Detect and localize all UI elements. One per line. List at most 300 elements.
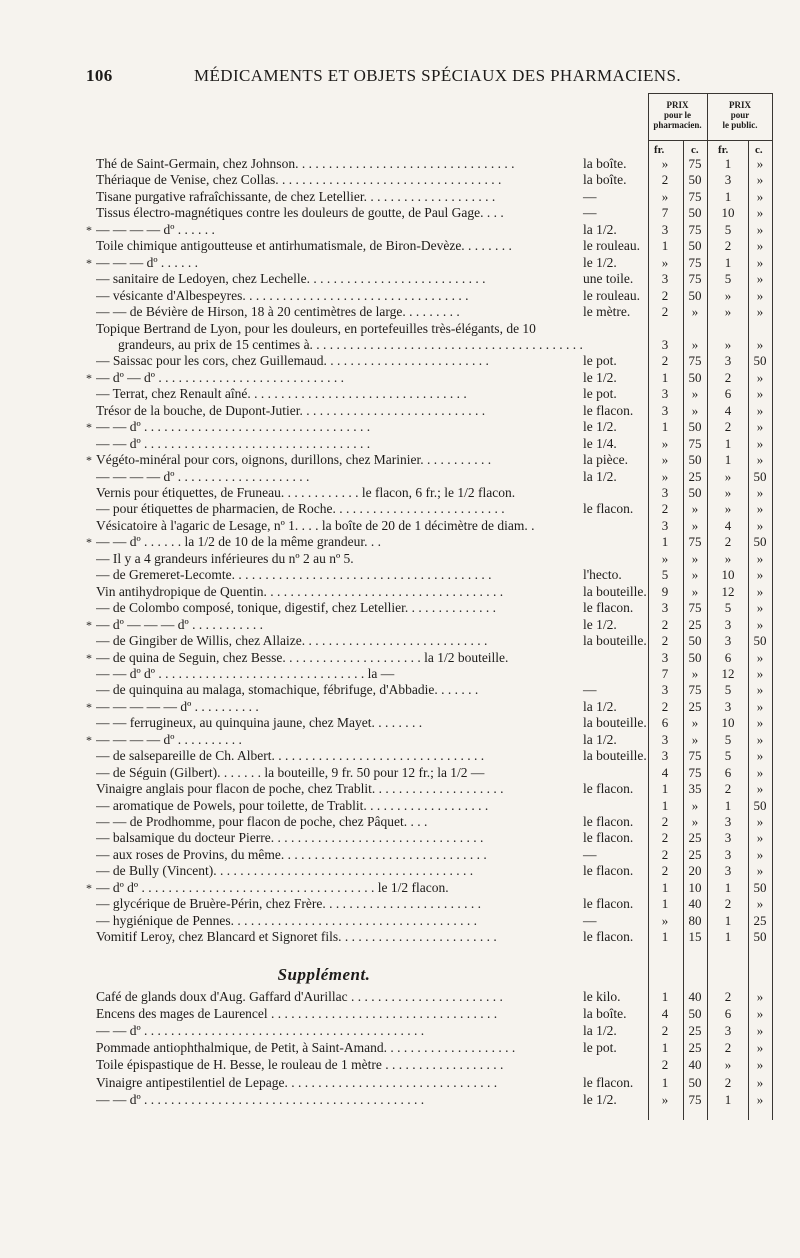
item-quantity: la boîte. (583, 156, 627, 171)
row-mark: * (86, 255, 92, 270)
item-description: — Terrat, chez Renault aîné. . . . . . . . . . . . . . . . . . . . . . . . . . . . . . . . . (96, 386, 467, 402)
price-pharmacien-francs: 2 (661, 353, 669, 369)
table-row (0, 1056, 800, 1074)
price-public-centimes: » (756, 501, 764, 517)
price-public-francs: 3 (724, 814, 732, 829)
item-description: — — — — dº . . . . . . . . . . . . . . . . . . . . (96, 468, 310, 484)
price-pharmacien-centimes: » (691, 386, 699, 402)
price-public-francs: 1 (724, 912, 732, 928)
table-row (0, 829, 800, 847)
price-public-centimes: » (756, 649, 764, 665)
price-pharmacien-centimes: 40 (688, 989, 702, 1004)
price-pharmacien-francs: 7 (661, 205, 669, 221)
price-pharmacien-francs: 1 (661, 879, 669, 895)
row-mark: * (86, 699, 92, 714)
price-public-centimes: 50 (753, 797, 767, 813)
price-pharmacien-centimes: 40 (688, 896, 702, 912)
price-pharmacien-centimes: 75 (688, 764, 702, 780)
price-public-francs: 5 (724, 600, 732, 616)
table-row (0, 435, 800, 453)
price-public-francs: 6 (724, 1006, 732, 1022)
price-pharmacien-centimes: 15 (688, 929, 702, 945)
table-row (0, 204, 800, 222)
item-description: — — dº . . . . . . . . . . . . . . . . . . . . . . . . . . . . . . . . . . (96, 435, 371, 451)
item-description: Topique Bertrand de Lyon, pour les douleurs, en portefeuilles très-élégants, de 10 (96, 320, 536, 336)
table-rule-top (648, 93, 772, 94)
price-pharmacien-francs: 5 (661, 567, 669, 583)
price-public-francs: 2 (724, 1074, 732, 1090)
price-public-centimes: » (756, 1006, 764, 1022)
table-row (0, 418, 800, 436)
item-description: Tissus électro-magnétiques contre les douleurs de goutte, de Paul Gage. . . . (96, 205, 504, 221)
price-public-centimes: » (756, 452, 764, 468)
table-row (0, 813, 800, 831)
price-public-francs: 1 (724, 254, 732, 270)
item-quantity: le flacon. (583, 501, 634, 517)
price-pharmacien-francs: 7 (661, 665, 669, 681)
price-public-centimes: 25 (753, 912, 767, 928)
table-row (0, 1039, 800, 1057)
price-public-francs: » (724, 304, 732, 320)
table-row (0, 599, 800, 617)
price-public-francs: 3 (724, 172, 732, 188)
price-pharmacien-francs: » (661, 188, 669, 204)
table-row (0, 237, 800, 255)
price-public-francs: » (724, 501, 732, 517)
price-pharmacien-centimes: 35 (688, 781, 702, 797)
item-quantity: la bouteille. (583, 715, 647, 731)
price-pharmacien-centimes: » (691, 797, 699, 813)
price-public-francs: 4 (724, 402, 732, 418)
price-public-centimes: » (756, 814, 764, 829)
price-pharmacien-francs: 2 (661, 846, 669, 862)
item-quantity: le flacon. (583, 830, 634, 846)
column-header-pharmacien: PRIX pour le pharmacien. (653, 100, 702, 130)
price-pharmacien-centimes: » (691, 715, 699, 731)
table-row (0, 731, 800, 749)
item-description: — — dº . . . . . . . . . . . . . . . . . . . . . . . . . . . . . . . . . . (96, 419, 371, 435)
price-public-francs: 3 (724, 1023, 732, 1039)
price-public-francs: 3 (724, 830, 732, 846)
item-quantity: la bouteille. (583, 633, 647, 649)
price-public-centimes: » (756, 336, 764, 352)
price-pharmacien-francs: 3 (661, 336, 669, 352)
price-public-francs: » (724, 336, 732, 352)
row-mark: * (86, 453, 92, 468)
price-pharmacien-centimes: 50 (688, 205, 702, 221)
price-public-centimes: » (756, 172, 764, 188)
row-mark: * (86, 222, 92, 237)
table-row (0, 747, 800, 765)
table-row (0, 862, 800, 880)
item-description: — de Bully (Vincent). . . . . . . . . . . . . . . . . . . . . . . . . . . . . . . . . . . . . . . (96, 863, 474, 879)
table-row (0, 616, 800, 634)
price-pharmacien-centimes: 25 (688, 830, 702, 846)
price-pharmacien-francs: 3 (661, 600, 669, 616)
item-description: — de salsepareille de Ch. Albert. . . . . . . . . . . . . . . . . . . . . . . . . . . . . . . . (96, 748, 485, 764)
table-row (0, 484, 800, 502)
price-public-francs: 12 (721, 665, 735, 681)
table-row (0, 665, 800, 683)
price-public-centimes: » (756, 238, 764, 254)
price-public-francs: 1 (724, 879, 732, 895)
price-pharmacien-centimes: » (691, 550, 699, 566)
price-pharmacien-centimes: 50 (688, 633, 702, 649)
price-public-centimes: » (756, 896, 764, 912)
price-pharmacien-francs: 1 (661, 238, 669, 254)
item-quantity: une toile. (583, 271, 634, 287)
item-quantity: le flacon. (583, 814, 634, 829)
item-description: — — dº . . . . . . la 1/2 de 10 de la même grandeur. . . (96, 534, 381, 550)
price-public-francs: 1 (724, 156, 732, 171)
item-description: — dº dº . . . . . . . . . . . . . . . . . . . . . . . . . . . . . . . . . . . le 1/2 flacon. (96, 879, 449, 895)
price-pharmacien-francs: 4 (661, 764, 669, 780)
price-public-centimes: » (756, 731, 764, 747)
price-public-centimes: » (756, 1074, 764, 1090)
price-pharmacien-francs: 2 (661, 830, 669, 846)
item-description: Thé de Saint-Germain, chez Johnson. . . . . . . . . . . . . . . . . . . . . . . . . . . . . . . . . (96, 156, 515, 171)
table-row (0, 895, 800, 913)
price-pharmacien-francs: » (661, 254, 669, 270)
row-mark: * (86, 370, 92, 385)
price-pharmacien-centimes: » (691, 814, 699, 829)
price-public-francs: 2 (724, 534, 732, 550)
price-pharmacien-centimes: » (691, 304, 699, 320)
price-public-centimes: 50 (753, 929, 767, 945)
price-public-centimes: » (756, 205, 764, 221)
price-pharmacien-francs: 3 (661, 682, 669, 698)
price-pharmacien-francs: 1 (661, 989, 669, 1004)
item-quantity: le flacon. (583, 781, 634, 797)
item-quantity: le kilo. (583, 989, 621, 1004)
table-row (0, 254, 800, 272)
price-public-francs: » (724, 468, 732, 484)
price-public-centimes: » (756, 254, 764, 270)
item-quantity: le 1/2. (583, 369, 617, 385)
table-rule-header (648, 140, 772, 141)
price-pharmacien-francs: 9 (661, 583, 669, 599)
price-pharmacien-centimes: 40 (688, 1057, 702, 1073)
price-public-centimes: » (756, 1040, 764, 1056)
table-row (0, 1091, 800, 1109)
price-public-francs: 10 (721, 205, 735, 221)
price-public-francs: 1 (724, 929, 732, 945)
price-pharmacien-francs: 3 (661, 748, 669, 764)
price-pharmacien-francs: 1 (661, 929, 669, 945)
item-quantity: — (583, 846, 597, 862)
price-pharmacien-centimes: » (691, 567, 699, 583)
price-pharmacien-centimes: 75 (688, 254, 702, 270)
price-pharmacien-centimes: 75 (688, 271, 702, 287)
item-quantity: — (583, 912, 597, 928)
price-public-centimes: » (756, 830, 764, 846)
table-row (0, 681, 800, 699)
table-row (0, 336, 800, 354)
price-public-centimes: » (756, 369, 764, 385)
price-public-francs: » (724, 550, 732, 566)
price-pharmacien-francs: » (661, 912, 669, 928)
price-public-centimes: » (756, 304, 764, 320)
row-mark: * (86, 617, 92, 632)
item-quantity: la 1/2. (583, 698, 617, 714)
price-pharmacien-francs: » (661, 452, 669, 468)
price-public-centimes: » (756, 989, 764, 1004)
price-public-francs: » (724, 287, 732, 303)
table-row (0, 352, 800, 370)
table-row (0, 533, 800, 551)
price-public-francs: » (724, 485, 732, 500)
column-header-public: PRIX pour le public. (722, 100, 758, 130)
price-pharmacien-centimes: 25 (688, 846, 702, 862)
item-description: — — dº dº . . . . . . . . . . . . . . . . . . . . . . . . . . . . . . . la — (96, 665, 395, 681)
table-row (0, 566, 800, 584)
price-public-centimes: » (756, 665, 764, 681)
price-public-centimes: 50 (753, 534, 767, 550)
table-row (0, 155, 800, 173)
item-description: — dº — dº . . . . . . . . . . . . . . . . . . . . . . . . . . . . (96, 369, 344, 385)
item-description: — de quina de Seguin, chez Besse. . . . . . . . . . . . . . . . . . . . . la 1/2 bouteille. (96, 649, 509, 665)
price-pharmacien-centimes: 50 (688, 369, 702, 385)
price-public-centimes: » (756, 156, 764, 171)
item-quantity: la bouteille. (583, 583, 647, 599)
item-quantity: la 1/2. (583, 468, 617, 484)
price-public-centimes: 50 (753, 633, 767, 649)
price-public-francs: 6 (724, 386, 732, 402)
item-description: — aromatique de Powels, pour toilette, de Trablit. . . . . . . . . . . . . . . . . . . (96, 797, 489, 813)
item-quantity: le 1/2. (583, 616, 617, 632)
item-description: Vin antihydropique de Quentin. . . . . . . . . . . . . . . . . . . . . . . . . . . . . . . . . . . . (96, 583, 504, 599)
item-description: Pommade antiophthalmique, de Petit, à Saint-Amand. . . . . . . . . . . . . . . . . . . . (96, 1040, 516, 1056)
item-quantity: la bouteille. (583, 748, 647, 764)
item-quantity: le flacon. (583, 1074, 634, 1090)
price-public-francs: 1 (724, 452, 732, 468)
item-quantity: le 1/4. (583, 435, 617, 451)
unit-centimes: c. (755, 144, 763, 156)
item-quantity: la boîte. (583, 1006, 627, 1022)
price-pharmacien-francs: » (661, 435, 669, 451)
table-row (0, 928, 800, 946)
table-row (0, 303, 800, 321)
item-description: — — dº . . . . . . . . . . . . . . . . . . . . . . . . . . . . . . . . . . . . . . . . . . (96, 1023, 425, 1039)
item-description: — sanitaire de Ledoyen, chez Lechelle. . . . . . . . . . . . . . . . . . . . . . . . . . . (96, 271, 486, 287)
table-row (0, 1005, 800, 1023)
table-row (0, 550, 800, 568)
table-row (0, 451, 800, 469)
item-description: — — de Bévière de Hirson, 18 à 20 centimètres de large. . . . . . . . . (96, 304, 460, 320)
price-pharmacien-centimes: 25 (688, 616, 702, 632)
price-public-centimes: » (756, 748, 764, 764)
price-pharmacien-centimes: 50 (688, 485, 702, 500)
item-description: Thériaque de Venise, chez Collas. . . . . . . . . . . . . . . . . . . . . . . . . . . . . . . . . . (96, 172, 502, 188)
price-public-centimes: » (756, 846, 764, 862)
price-public-centimes: » (756, 863, 764, 879)
item-quantity: le rouleau. (583, 287, 640, 303)
price-pharmacien-francs: 1 (661, 797, 669, 813)
price-public-francs: 3 (724, 616, 732, 632)
price-public-centimes: » (756, 485, 764, 500)
price-pharmacien-francs: 2 (661, 172, 669, 188)
price-public-francs: 3 (724, 846, 732, 862)
item-quantity: le pot. (583, 1040, 617, 1056)
price-public-francs: 6 (724, 764, 732, 780)
item-description: — de Gingiber de Willis, chez Allaize. . . . . . . . . . . . . . . . . . . . . . . . . . . . (96, 633, 488, 649)
item-description: Vernis pour étiquettes, de Fruneau. . . . . . . . . . . . le flacon, 6 fr.; le 1/2 flacon. (96, 485, 516, 500)
price-pharmacien-francs: 1 (661, 369, 669, 385)
table-row (0, 698, 800, 716)
item-quantity: la 1/2. (583, 1023, 617, 1039)
price-pharmacien-centimes: 25 (688, 698, 702, 714)
price-pharmacien-francs: 1 (661, 419, 669, 435)
price-public-francs: 1 (724, 435, 732, 451)
price-pharmacien-centimes: » (691, 517, 699, 533)
price-public-centimes: » (756, 386, 764, 402)
price-public-centimes: » (756, 583, 764, 599)
table-row (0, 468, 800, 486)
item-description: Toile chimique antigoutteuse et antirhumatismale, de Biron-Devèze. . . . . . . . (96, 238, 512, 254)
item-quantity: le 1/2. (583, 1091, 617, 1107)
price-pharmacien-francs: 2 (661, 287, 669, 303)
item-quantity: le rouleau. (583, 238, 640, 254)
item-description: — — — — dº . . . . . . (96, 221, 215, 237)
price-pharmacien-centimes: 25 (688, 468, 702, 484)
price-public-centimes: » (756, 550, 764, 566)
price-pharmacien-centimes: 75 (688, 188, 702, 204)
item-quantity: le 1/2. (583, 254, 617, 270)
item-quantity: le flacon. (583, 896, 634, 912)
item-description: — — — — dº . . . . . . . . . . (96, 731, 242, 747)
item-description: Trésor de la bouche, de Dupont-Jutier. . . . . . . . . . . . . . . . . . . . . . . . . . . . (96, 402, 486, 418)
price-public-francs: 12 (721, 583, 735, 599)
price-pharmacien-francs: 3 (661, 649, 669, 665)
price-pharmacien-francs: » (661, 156, 669, 171)
item-quantity: le pot. (583, 386, 617, 402)
table-row (0, 649, 800, 667)
item-description: — balsamique du docteur Pierre. . . . . . . . . . . . . . . . . . . . . . . . . . . . . . . . (96, 830, 484, 846)
table-row (0, 188, 800, 206)
table-row (0, 270, 800, 288)
price-pharmacien-francs: 2 (661, 616, 669, 632)
price-pharmacien-francs: 2 (661, 698, 669, 714)
item-quantity: la boîte. (583, 172, 627, 188)
price-public-francs: 2 (724, 238, 732, 254)
price-public-francs: 4 (724, 517, 732, 533)
table-row (0, 583, 800, 601)
price-pharmacien-centimes: 50 (688, 1074, 702, 1090)
item-description: — — dº . . . . . . . . . . . . . . . . . . . . . . . . . . . . . . . . . . . . . . . . . . (96, 1091, 425, 1107)
price-pharmacien-centimes: 25 (688, 1040, 702, 1056)
table-row (0, 780, 800, 798)
item-quantity: le 1/2. (583, 419, 617, 435)
item-description: Tisane purgative rafraîchissante, de chez Letellier. . . . . . . . . . . . . . . . . . . . (96, 188, 496, 204)
price-pharmacien-centimes: 75 (688, 534, 702, 550)
price-public-francs: 2 (724, 989, 732, 1004)
item-description: — de Colombo composé, tonique, digestif, chez Letellier. . . . . . . . . . . . . . (96, 600, 497, 616)
price-public-centimes: » (756, 402, 764, 418)
price-pharmacien-centimes: 10 (688, 879, 702, 895)
price-pharmacien-centimes: 50 (688, 452, 702, 468)
price-public-centimes: » (756, 616, 764, 632)
item-description: Café de glands doux d'Aug. Gaffard d'Aurillac . . . . . . . . . . . . . . . . . . . . . . . (96, 989, 503, 1004)
item-description: — — — dº . . . . . . (96, 254, 199, 270)
price-pharmacien-centimes: » (691, 402, 699, 418)
table-row (0, 846, 800, 864)
price-pharmacien-francs: 3 (661, 517, 669, 533)
table-row (0, 912, 800, 930)
section-title-supplement: Supplément. (277, 965, 371, 984)
table-row (0, 797, 800, 815)
price-pharmacien-centimes: » (691, 731, 699, 747)
price-public-francs: 2 (724, 896, 732, 912)
price-public-centimes: » (756, 435, 764, 451)
table-row (0, 369, 800, 387)
row-mark: * (86, 420, 92, 435)
price-public-francs: 1 (724, 1091, 732, 1107)
price-public-francs: 2 (724, 369, 732, 385)
price-pharmacien-francs: 3 (661, 485, 669, 500)
price-pharmacien-centimes: » (691, 665, 699, 681)
price-pharmacien-centimes: » (691, 501, 699, 517)
row-mark: * (86, 732, 92, 747)
price-pharmacien-francs: » (661, 468, 669, 484)
price-public-centimes: » (756, 781, 764, 797)
price-pharmacien-francs: 3 (661, 402, 669, 418)
price-public-francs: 3 (724, 633, 732, 649)
item-description: — — ferrugineux, au quinquina jaune, chez Mayet. . . . . . . . (96, 715, 423, 731)
item-quantity: la pièce. (583, 452, 628, 468)
price-public-francs: 10 (721, 567, 735, 583)
item-description: — pour étiquettes de pharmacien, de Roche. . . . . . . . . . . . . . . . . . . . . . . . . . (96, 501, 505, 517)
price-public-francs: 2 (724, 1040, 732, 1056)
price-public-francs: 5 (724, 271, 732, 287)
price-pharmacien-centimes: 75 (688, 353, 702, 369)
table-row (0, 320, 800, 338)
price-pharmacien-francs: 1 (661, 534, 669, 550)
price-pharmacien-francs: 2 (661, 863, 669, 879)
price-pharmacien-francs: » (661, 550, 669, 566)
table-row (0, 287, 800, 305)
price-pharmacien-centimes: 20 (688, 863, 702, 879)
price-public-centimes: » (756, 271, 764, 287)
table-row (0, 385, 800, 403)
price-pharmacien-francs: 3 (661, 271, 669, 287)
price-public-centimes: » (756, 600, 764, 616)
price-pharmacien-centimes: 75 (688, 600, 702, 616)
price-public-centimes: 50 (753, 879, 767, 895)
price-pharmacien-centimes: 75 (688, 748, 702, 764)
price-pharmacien-centimes: 75 (688, 682, 702, 698)
price-public-centimes: » (756, 715, 764, 731)
item-description: — de quinquina au malaga, stomachique, fébrifuge, d'Abbadie. . . . . . . (96, 682, 479, 698)
price-pharmacien-centimes: 80 (688, 912, 702, 928)
item-description: — de Gremeret-Lecomte. . . . . . . . . . . . . . . . . . . . . . . . . . . . . . . . . . . . . . . (96, 567, 492, 583)
unit-francs: fr. (718, 144, 729, 156)
price-public-centimes: » (756, 1057, 764, 1073)
table-row (0, 632, 800, 650)
price-public-centimes: » (756, 188, 764, 204)
price-public-francs: 10 (721, 715, 735, 731)
item-quantity: la 1/2. (583, 731, 617, 747)
price-public-francs: 3 (724, 353, 732, 369)
price-pharmacien-centimes: 50 (688, 172, 702, 188)
price-pharmacien-francs: 1 (661, 1040, 669, 1056)
row-mark: * (86, 880, 92, 895)
price-public-centimes: » (756, 764, 764, 780)
table-row (0, 764, 800, 782)
item-description: Vinaigre antipestilentiel de Lepage. . . . . . . . . . . . . . . . . . . . . . . . . . . . . . . . (96, 1074, 498, 1090)
item-quantity: le flacon. (583, 600, 634, 616)
item-quantity: le mètre. (583, 304, 631, 320)
price-pharmacien-francs: 3 (661, 386, 669, 402)
